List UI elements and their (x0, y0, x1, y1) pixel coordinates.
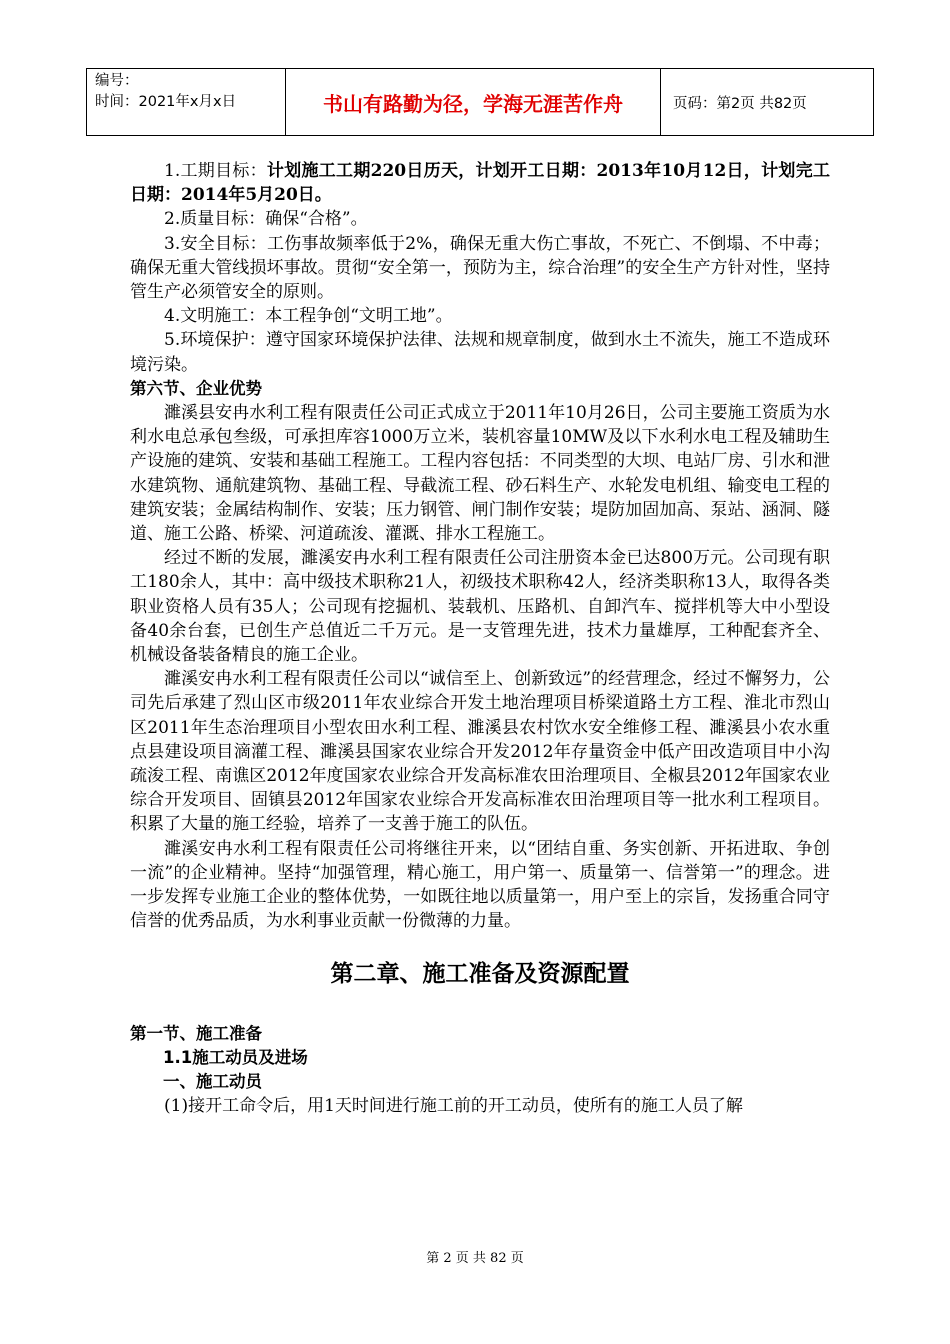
page-footer: 第 2 页 共 82 页 (426, 1251, 524, 1266)
header-meta (87, 69, 286, 135)
header-motto: 书山有路勤为径，学海无涯苦作舟 (286, 69, 661, 135)
header-page-info: 页码：第2页 共82页 (673, 95, 807, 112)
section-6-title: 第六节、企业优势 (130, 378, 262, 398)
section-6-paragraph-4: 濉溪安冉水利工程有限责任公司将继往开来，以“团结自重、务实创新、开拓进取、争创一流”的企业精神。坚持“加强管理，精心施工，用户第一、质量第一、信誉第一”的理念。进一步发挥专业施工企业的整体优势，一如既往地以质量第一，用户至上的宗旨，发扬重合同守信誉的优秀品质，为水利事业贡献一份微薄的力量。 (130, 838, 830, 932)
target-schedule (130, 159, 830, 207)
target-schedule-prefix: 1.工期目标： (164, 161, 267, 181)
header-time-label: 时间：2021年x月x日 (95, 94, 237, 110)
subsection-mobilization-title: 一、施工动员 (163, 1071, 262, 1091)
target-safety: 3.安全目标：工伤事故频率低于2%，确保无重大伤亡事故，不死亡、不倒塌、不中毒；确保无重大管线损坏事故。贯彻“安全第一，预防为主，综合治理”的安全生产方针对性，坚持管生产必须管安全的原则。 (130, 233, 830, 303)
chapter-2-section-1-title: 第一节、施工准备 (130, 1023, 262, 1043)
document-body (130, 159, 830, 1118)
target-schedule-detail: 计划施工工期220日历天，计划开工日期：2013年10月12日，计划完工日期：2014年5月20日。 (130, 161, 830, 206)
target-environment: 5.环境保护：遵守国家环境保护法律、法规和规章制度，做到水土不流失，施工不造成环境污染。 (130, 330, 830, 375)
target-quality: 2.质量目标：确保“合格”。 (164, 209, 368, 230)
header-number-label: 编号： (95, 73, 139, 89)
target-civilized: 4.文明施工：本工程争创“文明工地”。 (164, 306, 453, 327)
section-6-paragraph-2: 经过不断的发展，濉溪安冉水利工程有限责任公司注册资本金已达800万元。公司现有职工180余人，其中：高中级技术职称21人，初级技术职称42人，经济类职称13人，取得各类职业资格人员有35人；公司现有挖掘机、装载机、压路机、自卸汽车、搅拌机等大中小型设备40余台套，已创生产总值近二千万元。是一支管理先进，技术力量雄厚，工种配套齐全、机械设备装备精良的施工企业。 (130, 548, 830, 666)
section-6-paragraph-1: 濉溪县安冉水利工程有限责任公司正式成立于2011年10月26日，公司主要施工资质为水利水电总承包叁级，可承担库容1000万立米，装机容量10MW及以下水利水电工程及辅助生产设施的建筑、安装和基础工程施工。工程内容包括：不同类型的大坝、电站厂房、引水和泄水建筑物、通航建筑物、基础工程、导截流工程、砂石料生产、水轮发电机组、输变电工程的建筑安装；金属结构制作、安装；压力钢管、闸门制作安装；堤防加固加高、泵站、涵洞、隧道、施工公路、桥梁、河道疏浚、灌溉、排水工程施工。 (130, 403, 830, 545)
chapter-2-title: 第二章、施工准备及资源配置 (330, 960, 630, 987)
section-6-paragraph-3: 濉溪安冉水利工程有限责任公司以“诚信至上、创新致远”的经营理念，经过不懈努力，公司先后承建了烈山区市级2011年农业综合开发土地治理项目桥梁道路土方工程、淮北市烈山区2011年生态治理项目小型农田水利工程、濉溪县农村饮水安全维修工程、濉溪县小农水重点县建设项目滴灌工程、濉溪县国家农业综合开发2012年存量资金中低产田改造项目中小沟疏浚工程、南谯区2012年度国家农业综合开发高标准农田治理项目、全椒县2012年国家农业综合开发项目、固镇县2012年国家农业综合开发高标准农田治理项目等一批水利工程项目。积累了大量的施工经验，培养了一支善于施工的队伍。 (130, 669, 830, 835)
mobilization-paragraph-1: (1)接开工命令后，用1天时间进行施工前的开工动员，使所有的施工人员了解 (164, 1096, 743, 1117)
subsection-1-1-title: 1.1施工动员及进场 (163, 1047, 308, 1067)
page-header (86, 68, 874, 136)
